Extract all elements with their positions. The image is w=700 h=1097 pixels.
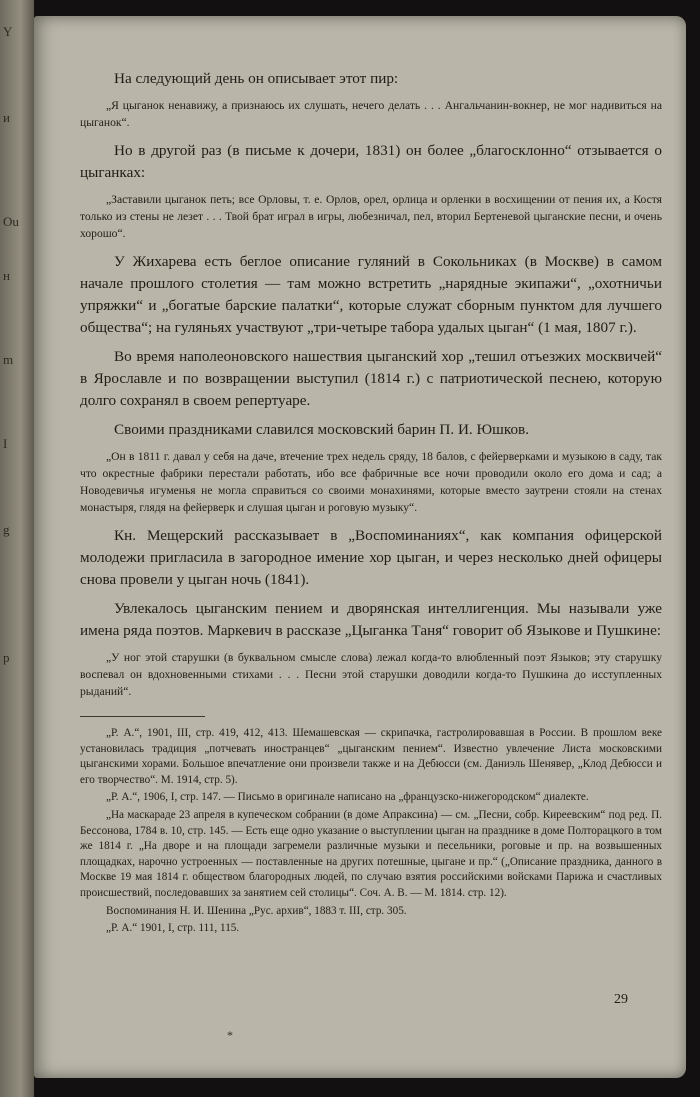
paragraph: Но в другой раз (в письме к дочери, 1831) он более „благосклонно“ отзывается о цыганках: xyxy=(80,142,662,181)
footnote: „Р. А.“, 1906, I, стр. 147. — Письмо в оригинале написано на „французско-нижегородском“ диалекте. xyxy=(106,791,589,804)
left-page-fragment: g xyxy=(3,522,10,537)
left-page-edge xyxy=(0,0,34,1097)
footnote-divider xyxy=(80,716,205,717)
footnote: „Р. А.“ 1901, I, стр. 111, 115. xyxy=(106,922,240,935)
paragraph: На следующий день он описывает этот пир: xyxy=(114,70,399,87)
quote: „Заставили цыганок петь; все Орловы, т. е. Орлов, орел, орлица и орленки в восхищении от пения их, а Костя только из стены не лезет . . . Твой брат играл в игры, любезничал, пел, вторил Бертеневой цыганские песни, и очень хорошо“. xyxy=(80,193,662,240)
quote: „Он в 1811 г. давал у себя на даче, втечение трех недель сряду, 18 балов, с фейерверками и музыкою в саду, так что окрестные фабрики перестали работать, ибо все фабричные все ночи проводили около его дома и сад; а Новодевичья игуменья не могла справиться со своими монахинями, которые вместо заутрени стояли на стенах монастыря, глядя на фейерверк и слушая цыган и роговую музыку“. xyxy=(80,450,662,514)
paragraph: У Жихарева есть беглое описание гуляний в Сокольниках (в Москве) в самом начале прошлого столетия — там можно встретить „нарядные экипажи“, „охотничьи упряжки“ и „богатые барские палатки“, которые служат сборным пунктом для лучшего общества“; на гуляньях участвуют „три-четыре табора удалых цыган“ (1 мая, 1807 г.). xyxy=(80,253,662,336)
left-page-fragment: p xyxy=(3,650,10,665)
paragraph: Своими праздниками славился московский барин П. И. Юшков. xyxy=(114,421,529,438)
page-content xyxy=(80,68,662,939)
quote: „Я цыганок ненавижу, а признаюсь их слушать, нечего делать . . . Ангальчанин-вокнер, не мог надивиться на цыганок“. xyxy=(80,99,662,129)
left-page-fragment: Y xyxy=(3,24,13,39)
footnote: „Р. А.“, 1901, III, стр. 419, 412, 413. Шемашевская — скрипачка, гастролировавшая в России. В прошлом веке установилась традиция „потчевать иностранцев“ „цыганским пением“. Известно увлечение Листа московскими цыганскими хорами. Большое впечатление они произвели также и на Дебюсси (см. Даниэль Шенявер, „Клод Дебюсси и его творчество“. М. 1914, стр. 5). xyxy=(80,727,662,786)
page-number: 29 xyxy=(614,992,628,1007)
left-page-fragment: и xyxy=(3,110,10,125)
left-page-fragment: m xyxy=(3,352,14,367)
footnote: Воспоминания Н. И. Шенина „Рус. архив“, 1883 т. III, стр. 305. xyxy=(106,904,407,917)
paragraph: Во время наполеоновского нашествия цыганский хор „тешил отъезжих москвичей“ в Ярославле и по возвращении выступил (1814 г.) с патриотической песнею, которую долго сохранял в своем репертуаре. xyxy=(80,348,662,409)
left-page-fragment: I xyxy=(3,436,8,451)
left-page-fragment: Ou xyxy=(3,214,19,229)
quote: „У ног этой старушки (в буквальном смысле слова) лежал когда-то влюбленный поэт Языков; эту старушку воспевал он вдохновенными стихами . . . Песни этой старушки доводили когда-то Пушкина до исступленных рыданий“. xyxy=(80,651,662,698)
bottom-mark: * xyxy=(227,1028,233,1042)
left-page-fragment: н xyxy=(3,268,10,283)
book-page xyxy=(34,16,686,1078)
paragraph: Увлекалось цыганским пением и дворянская интеллигенция. Мы называли уже имена ряда поэтов. Маркевич в рассказе „Цыганка Таня“ говорит об Языкове и Пушкине: xyxy=(80,600,662,639)
paragraph: Кн. Мещерский рассказывает в „Воспоминаниях“, как компания офицерской молодежи пригласила в загородное имение хор цыган, и через несколько дней офицеры снова провели у цыган ночь (1841). xyxy=(80,527,662,588)
footnote: „На маскараде 23 апреля в купеческом собрании (в доме Апраксина) — см. „Песни, собр. Киреевским“ под ред. П. Бессонова, 1784 в. 10, стр. 145. — Есть еще одно указание о выступлении цыган на празднике в доме Полторацкого в том же 1814 г. „На дворе и на площади загремели различные музыки и песельники, роговые и пр. на возвышенных площадках, нарочно устроенных — поставленные на других потешные, цыгане и пр.“ („Описание праздника, данного в Москве 19 мая 1814 г. обществом благородных людей, по случаю взятия российскими войсками Парижа и счастливых происшествий, последовавших за занятием сей столицы“. Соч. А. В. — М. 1814. стр. 12). xyxy=(80,808,662,899)
